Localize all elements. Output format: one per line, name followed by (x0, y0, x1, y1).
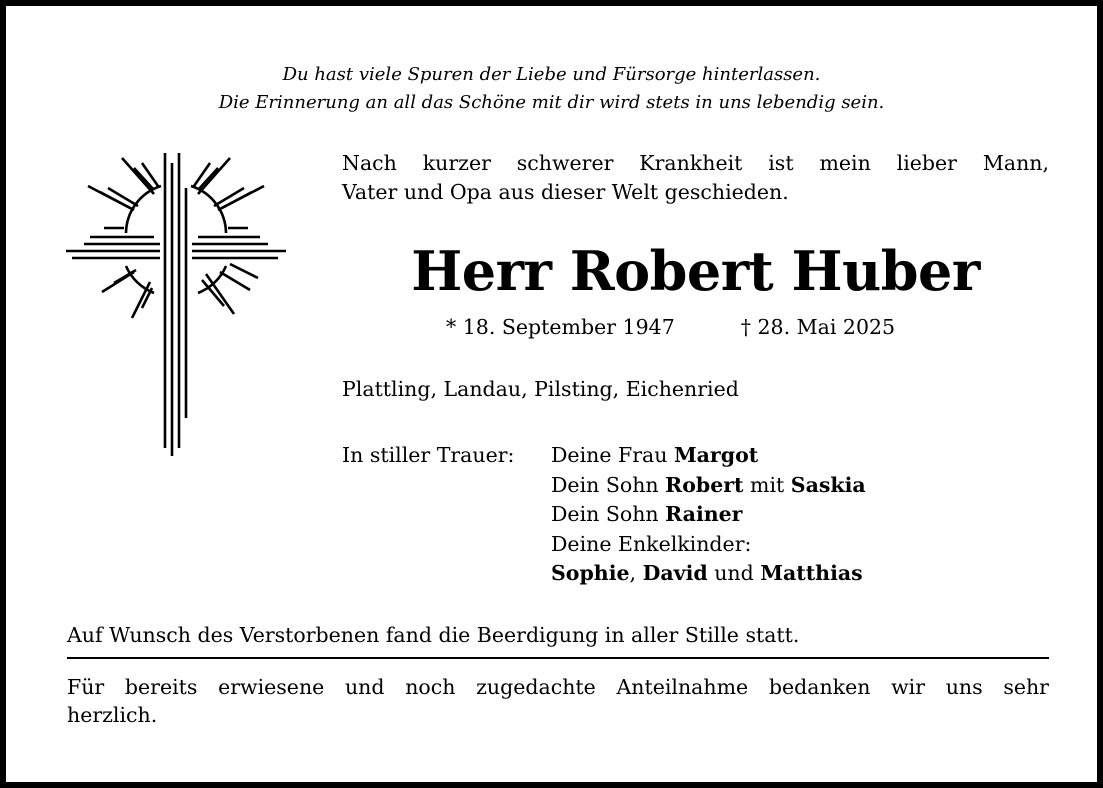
thanks-line-1: Für bereits erwiesene und noch zugedachte Anteilnahme bedanken wir uns sehr (67, 675, 1049, 699)
death-date: † 28. Mai 2025 (740, 315, 896, 339)
mourner-line: Sophie, David und Matthias (551, 561, 863, 585)
deceased-name: Herr Robert Huber (411, 239, 980, 303)
mourner-line: Deine Enkelkinder: (551, 531, 752, 556)
mourners-list (551, 441, 866, 589)
mourner-line: Dein Sohn Rainer (551, 502, 743, 526)
mourner-line: Dein Sohn Robert mit Saskia (551, 472, 866, 497)
places-line: Plattling, Landau, Pilsting, Eichenried (342, 377, 739, 401)
thanks-note (67, 673, 1049, 729)
mourning-label: In stiller Trauer: (342, 443, 515, 467)
mourner-line: Deine Frau Margot (551, 443, 759, 467)
death-announcement (342, 149, 1049, 207)
thanks-line-2: herzlich. (67, 703, 158, 727)
memorial-quote (12, 61, 1091, 117)
birth-date: * 18. September 1947 (446, 315, 675, 339)
announcement-line-1: Nach kurzer schwerer Krankheit ist mein lieber Mann, (342, 151, 1049, 175)
cross-with-sun-rays-icon (64, 148, 288, 458)
quote-line-2: Die Erinnerung an all das Schöne mit dir wird stets in uns lebendig sein. (218, 92, 885, 113)
life-dates (446, 313, 895, 342)
funeral-note: Auf Wunsch des Verstorbenen fand die Beerdigung in aller Stille statt. (67, 623, 800, 647)
divider (67, 657, 1049, 659)
quote-line-1: Du hast viele Spuren der Liebe und Fürsorge hinterlassen. (282, 64, 821, 85)
announcement-line-2: Vater und Opa aus dieser Welt geschieden. (342, 180, 789, 204)
